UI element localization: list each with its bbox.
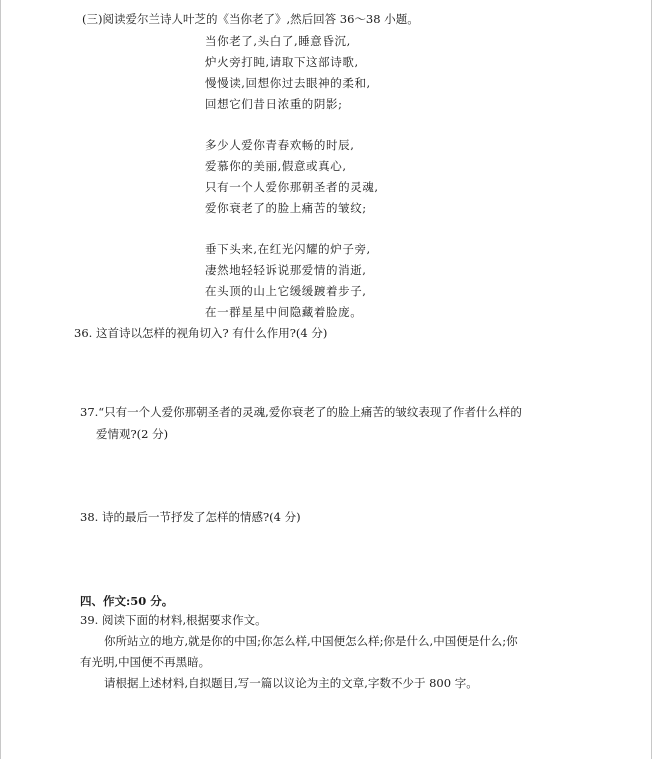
material-line2: 有光明,中国便不再黑暗。 [80, 655, 211, 669]
poem-line: 爱你衰老了的脸上痛苦的皱纹; [205, 201, 367, 215]
page-edge-left [0, 0, 1, 759]
writing-instruction: 请根据上述材料,自拟题目,写一篇以议论为主的文章,字数不少于 800 字。 [104, 676, 478, 690]
poem-line: 当你老了,头白了,睡意昏沉, [205, 34, 351, 48]
poem-line: 炉火旁打盹,请取下这部诗歌, [205, 55, 359, 69]
poem-line: 凄然地轻轻诉说那爱情的消逝, [205, 263, 367, 277]
passage-intro: (三)阅读爱尔兰诗人叶芝的《当你老了》,然后回答 36～38 小题。 [82, 12, 419, 26]
section-title-writing: 四、作文:50 分。 [80, 594, 174, 608]
poem-line: 在头顶的山上它缓缓踱着步子, [205, 284, 367, 298]
poem-line: 多少人爱你青春欢畅的时辰, [205, 138, 355, 152]
material-line1: 你所站立的地方,就是你的中国;你怎么样,中国便怎么样;你是什么,中国便是什么;你 [104, 634, 518, 648]
poem-line: 爱慕你的美丽,假意或真心, [205, 159, 347, 173]
poem-line: 垂下头来,在红光闪耀的炉子旁, [205, 242, 371, 256]
poem-line: 只有一个人爱你那朝圣者的灵魂, [205, 180, 379, 194]
poem-line: 慢慢读,回想你过去眼神的柔和, [205, 76, 371, 90]
poem-line: 在一群星星中间隐藏着脸庞。 [205, 305, 363, 319]
question-38: 38. 诗的最后一节抒发了怎样的情感?(4 分) [80, 510, 301, 524]
question-37-line2: 爱情观?(2 分) [96, 427, 169, 441]
question-37-line1: 37.“只有一个人爱你那朝圣者的灵魂,爱你衰老了的脸上痛苦的皱纹表现了作者什么样的 [80, 405, 522, 419]
page-edge-right [651, 0, 652, 759]
question-36: 36. 这首诗以怎样的视角切入? 有什么作用?(4 分) [74, 326, 328, 340]
question-39: 39. 阅读下面的材料,根据要求作文。 [80, 613, 267, 627]
poem-line: 回想它们昔日浓重的阴影; [205, 97, 343, 111]
